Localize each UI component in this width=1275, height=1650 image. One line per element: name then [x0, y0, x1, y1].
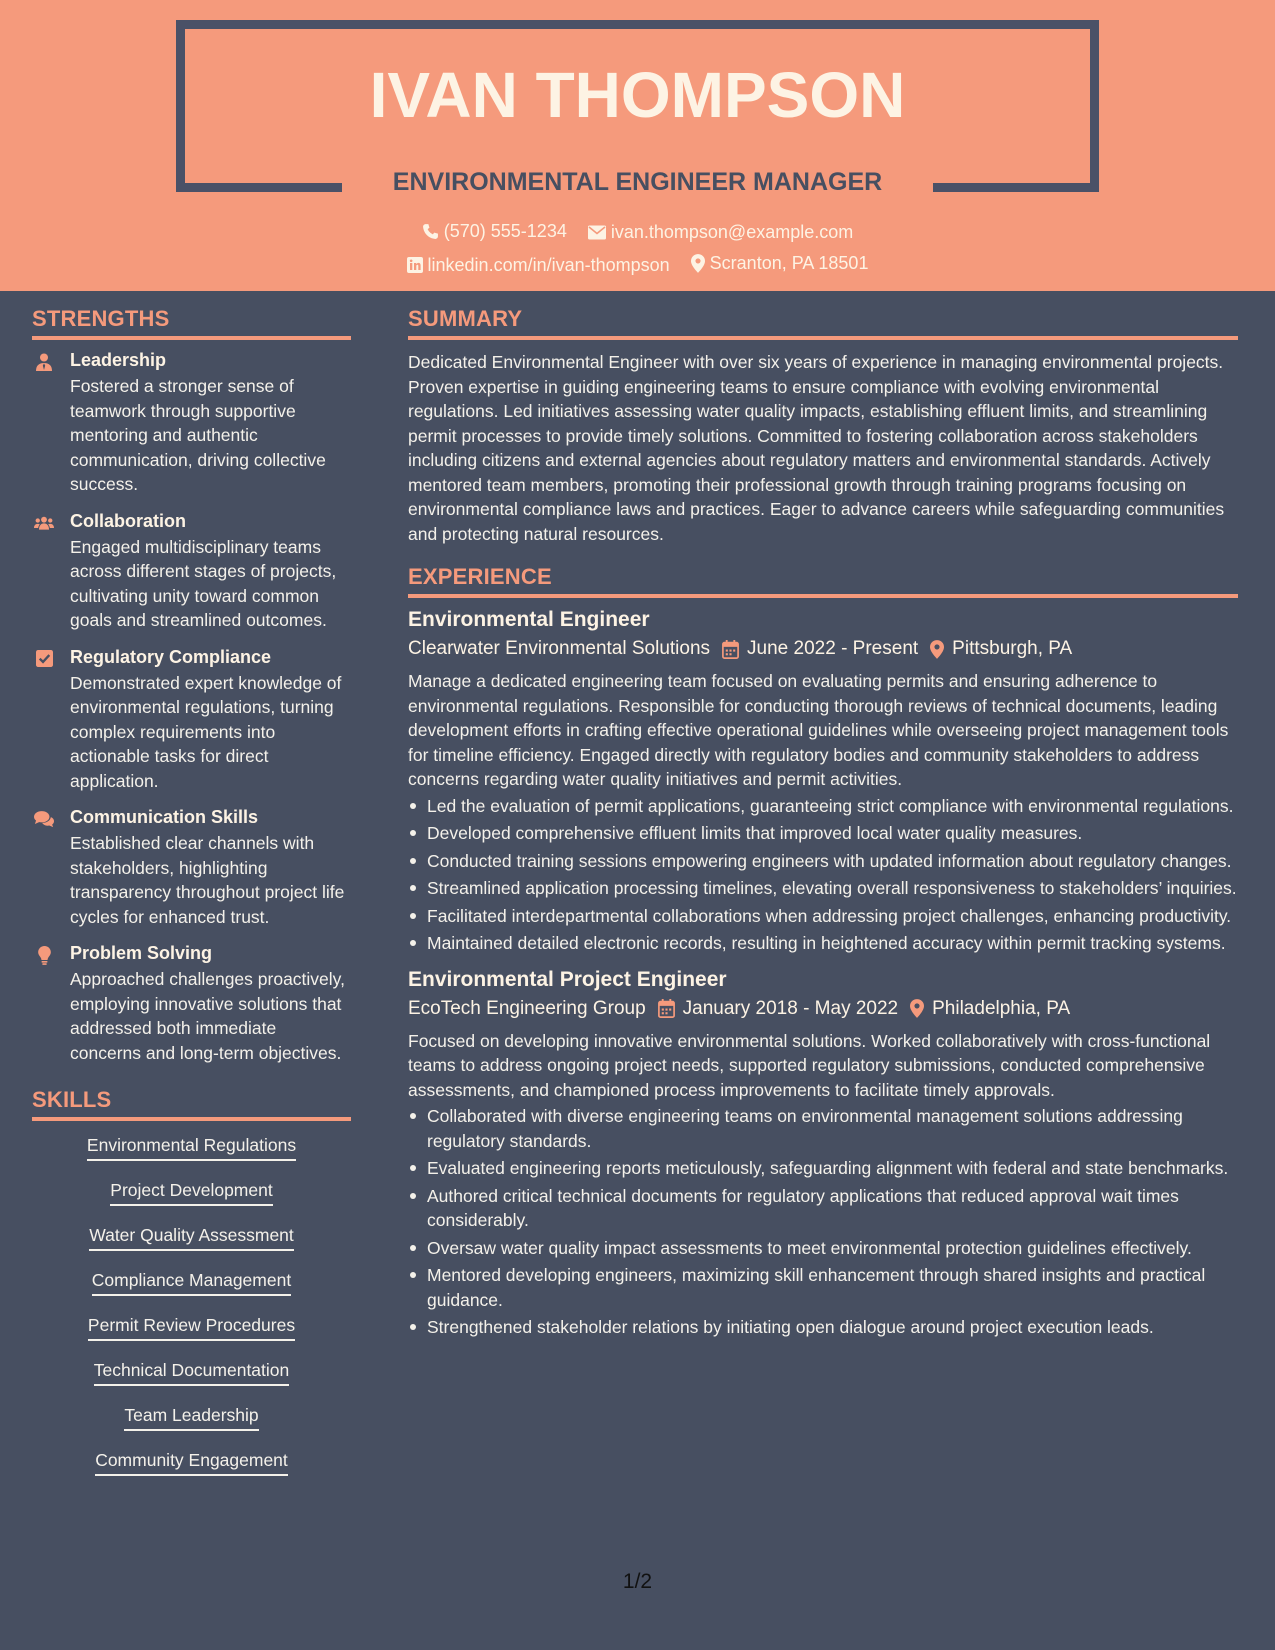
linkedin-icon [407, 257, 423, 273]
linkedin-contact[interactable] [407, 255, 670, 276]
bullet-item: Facilitated interdepartmental collaborations when addressing project challenges, enhancing productivity. [408, 904, 1238, 929]
bullet-item: Streamlined application processing timelines, elevating overall responsiveness to stakeholders’ inquiries. [408, 876, 1238, 901]
strengths-heading: STRENGTHS [32, 306, 351, 340]
email-text: ivan.thompson@example.com [610, 222, 854, 242]
strength-title: Regulatory Compliance [70, 646, 272, 667]
skill-item: Technical Documentation [32, 1360, 351, 1387]
strength-desc: Demonstrated expert knowledge of environmental regulations, turning complex requirements into actionable tasks for direct application. [70, 672, 342, 791]
user-tie-icon [34, 352, 54, 372]
job-bullets [408, 794, 1238, 956]
location-contact [691, 253, 869, 274]
job-meta [408, 998, 1238, 1020]
location-text: Scranton, PA 18501 [709, 253, 869, 273]
contact-row-1 [0, 221, 1275, 245]
calendar-icon [722, 640, 739, 659]
strength-desc: Engaged multidisciplinary teams across different stages of projects, cultivating unity toward common goals and streamlined outcomes. [70, 536, 337, 630]
job-dates: June 2022 - Present [747, 638, 919, 659]
map-marker-icon [930, 640, 944, 659]
experience-heading: EXPERIENCE [408, 564, 1238, 598]
strength-desc: Established clear channels with stakeholders, highlighting transparency throughout project life cycles for enhanced trust. [70, 833, 345, 927]
bullet-item: Led the evaluation of permit applications, guaranteeing strict compliance with environmental regulations. [408, 794, 1238, 819]
job-location: Philadelphia, PA [932, 997, 1071, 1019]
job-description: Manage a dedicated engineering team focused on evaluating permits and ensuring adherence to environmental regulations. Responsible for conducting thorough reviews of technical documents, leading development efforts in crafting effective operational guidelines while overseeing project management tools for timeline efficiency. Engaged directly with regulatory bodies and community stakeholders to address concerns regarding water quality initiatives and permit activities. [408, 671, 1229, 789]
check-square-icon [34, 649, 54, 669]
calendar-icon [658, 999, 675, 1018]
bullet-item: Evaluated engineering reports meticulously, safeguarding alignment with federal and state benchmarks. [408, 1156, 1238, 1181]
job-bullets [408, 1104, 1238, 1340]
strength-title: Leadership [70, 350, 167, 370]
left-column [32, 306, 351, 1495]
bullet-item: Strengthened stakeholder relations by initiating open dialogue around project execution leads. [408, 1315, 1238, 1340]
strength-item [32, 647, 351, 794]
skill-item: Water Quality Assessment [32, 1225, 351, 1252]
summary-text: Dedicated Environmental Engineer with over six years of experience in managing environmental projects. Proven expertise in guiding engineering teams to ensure compliance with evolving environmental regulations. Led initiatives assessing water quality impacts, establishing effluent limits, and streamlining permit processes to provide timely solutions. Committed to fostering collaboration across stakeholders including citizens and external agencies about regulatory matters and environmental standards. Actively mentored team members, promoting their professional growth through training programs focusing on environmental compliance laws and practices. Eager to advance careers while safeguarding communities and protecting natural resources. [408, 352, 1225, 544]
resume-header [0, 0, 1275, 291]
job-meta [408, 638, 1238, 660]
strength-title: Communication Skills [70, 807, 259, 827]
lightbulb-icon [34, 945, 54, 965]
page-number: 1/2 [622, 1570, 653, 1593]
job-company: EcoTech Engineering Group [408, 997, 646, 1019]
bullet-item: Collaborated with diverse engineering teams on environmental management solutions addressing regulatory standards. [408, 1104, 1238, 1153]
map-marker-icon [691, 254, 705, 273]
email-contact[interactable] [588, 222, 853, 243]
job-dates: January 2018 - May 2022 [682, 997, 899, 1019]
contact-row-2 [0, 253, 1275, 278]
strength-title: Collaboration [70, 510, 186, 531]
job-title: ENVIRONMENTAL ENGINEER MANAGER [392, 168, 883, 196]
strength-item [32, 350, 351, 497]
bullet-item: Mentored developing engineers, maximizing skill enhancement through shared insights and practical guidance. [408, 1263, 1238, 1312]
map-marker-icon [910, 999, 924, 1018]
strength-item [32, 943, 351, 1065]
strength-title: Problem Solving [70, 943, 213, 963]
phone-contact[interactable] [422, 221, 567, 242]
bullet-item: Conducted training sessions empowering engineers with updated information about regulatory changes. [408, 849, 1238, 874]
skills-list [32, 1135, 351, 1477]
summary-heading: SUMMARY [408, 306, 1238, 340]
skill-item: Team Leadership [32, 1405, 351, 1432]
skill-item: Permit Review Procedures [32, 1315, 351, 1342]
job-entry [408, 968, 1238, 1340]
skill-item: Environmental Regulations [32, 1135, 351, 1162]
bullet-item: Developed comprehensive effluent limits that improved local water quality measures. [408, 821, 1238, 846]
skill-item: Community Engagement [32, 1450, 351, 1477]
right-column [408, 306, 1238, 1352]
job-location: Pittsburgh, PA [952, 638, 1073, 659]
job-entry [408, 608, 1238, 956]
strength-item [32, 511, 351, 633]
users-icon [34, 513, 54, 533]
job-description: Focused on developing innovative environmental solutions. Worked collaboratively with cross-functional teams to address ongoing project needs, supported regulatory submissions, conducted comprehensive assessments, and championed process improvements to facilitate timely approvals. [408, 1030, 1211, 1100]
strength-desc: Approached challenges proactively, employing innovative solutions that addressed both immediate concerns and long-term objectives. [70, 969, 345, 1063]
bullet-item: Authored critical technical documents for regulatory applications that reduced approval wait times considerably. [408, 1184, 1238, 1233]
job-position: Environmental Project Engineer [408, 967, 727, 991]
strength-item [32, 807, 351, 929]
phone-icon [422, 223, 439, 240]
job-company: Clearwater Environmental Solutions [408, 638, 711, 659]
skill-item: Project Development [32, 1180, 351, 1207]
bullet-item: Oversaw water quality impact assessments to meet environmental protection guidelines effectively. [408, 1236, 1238, 1261]
phone-text: (570) 555-1234 [443, 221, 567, 241]
skills-heading: SKILLS [32, 1087, 351, 1121]
linkedin-text: linkedin.com/in/ivan-thompson [427, 254, 670, 275]
envelope-icon [588, 225, 606, 240]
comments-icon [34, 809, 54, 829]
candidate-name: IVAN THOMPSON [369, 59, 906, 131]
skill-item: Compliance Management [32, 1270, 351, 1297]
strength-desc: Fostered a stronger sense of teamwork through supportive mentoring and authentic communication, driving collective success. [70, 376, 326, 494]
bullet-item: Maintained detailed electronic records, resulting in heightened accuracy within permit tracking systems. [408, 931, 1238, 956]
job-position: Environmental Engineer [408, 608, 650, 631]
